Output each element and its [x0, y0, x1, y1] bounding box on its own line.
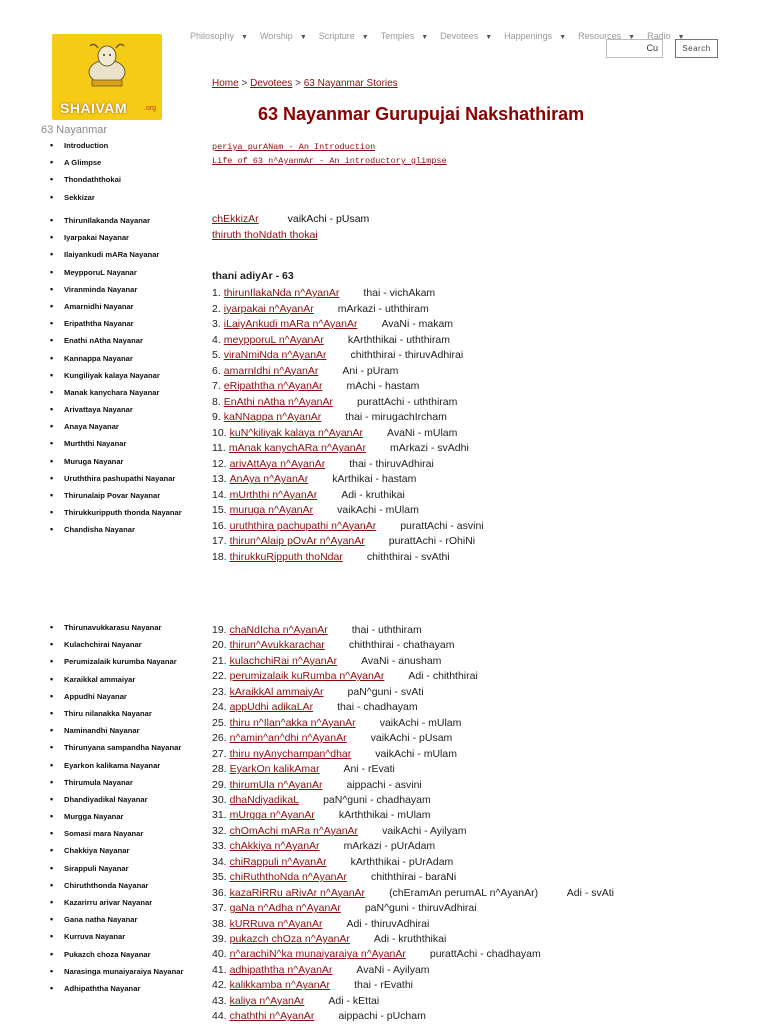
thani-adiyar-heading: thani adiyAr - 63 — [212, 270, 294, 282]
sidebar-item[interactable]: • MeypporuL Nayanar — [50, 268, 182, 277]
sidebar-item[interactable]: • Kannappa Nayanar — [50, 354, 182, 363]
nayanar-number: 21. — [212, 654, 227, 667]
nayanar-row — [212, 655, 441, 667]
nayanar-star: mArkazi - uththiram — [337, 302, 429, 315]
nayanar-number: 5. — [212, 349, 221, 361]
caret-down-icon: ▼ — [628, 34, 636, 41]
nayanar-row — [212, 701, 418, 713]
nayanar-number: 11. — [212, 442, 226, 454]
nav-item[interactable] — [381, 31, 434, 41]
nayanar-number: 17. — [212, 535, 227, 547]
intro-link-periya-puranam[interactable]: periya purANam - An Introduction — [212, 142, 376, 152]
nayanar-row — [212, 504, 419, 516]
sidebar-item[interactable]: • Eyarkon kalikama Nayanar — [50, 761, 183, 770]
sidebar-item[interactable]: • Sekkizar — [50, 193, 121, 202]
nayanar-star: paN^guni - chadhayam — [323, 793, 431, 806]
nayanar-number: 35. — [212, 871, 227, 884]
nayanar-row — [212, 318, 453, 330]
nayanar-number: 37. — [212, 902, 227, 915]
nayanar-star: aippachi - pUcham — [338, 1010, 426, 1023]
nayanar-link[interactable]: thirunIlakaNda n^AyanAr — [223, 287, 340, 299]
nayanar-star: mArkazi - pUrAdam — [343, 840, 436, 853]
nayanar-number: 19. — [212, 624, 227, 636]
nayanar-row — [212, 933, 446, 945]
nayanar-number: 14. — [212, 488, 227, 501]
nayanar-row — [212, 349, 463, 361]
nayanar-star: chiththirai - thiruvAdhirai — [350, 349, 464, 361]
nayanar-link[interactable]: iyarpakai n^AyanAr — [223, 302, 314, 315]
nayanar-row — [212, 442, 469, 454]
nayanar-link[interactable]: AnAya n^AyanAr — [229, 473, 309, 485]
nayanar-star: paN^guni - thiruvAdhirai — [364, 902, 477, 915]
nayanar-number: 10. — [212, 426, 227, 439]
nayanar-number: 4. — [212, 333, 221, 346]
caret-down-icon: ▼ — [421, 34, 429, 41]
nayanar-number: 18. — [212, 550, 227, 563]
nayanar-star: kArthikai - hastam — [332, 473, 417, 485]
nayanar-number: 25. — [212, 716, 227, 729]
nayanar-number: 23. — [212, 685, 227, 698]
nav-item-label: Worship — [259, 31, 293, 41]
nayanar-star: AvaNi - Ayilyam — [356, 963, 430, 976]
nav-item-label: Philosophy — [190, 31, 235, 41]
nayanar-link[interactable]: kURRuva n^AyanAr — [229, 917, 323, 930]
nayanar-star: kArththikai - uththiram — [347, 333, 450, 346]
nayanar-link[interactable]: chAkkiya n^AyanAr — [229, 840, 320, 853]
nayanar-number: 43. — [212, 994, 227, 1007]
nayanar-star: vaikAchi - mUlam — [379, 716, 462, 729]
sidebar-item[interactable]: • Kazarirru arivar Nayanar — [50, 898, 183, 907]
nayanar-link[interactable]: chaththi n^AyanAr — [229, 1010, 315, 1023]
nayanar-number: 8. — [212, 395, 221, 408]
nav-item[interactable] — [260, 31, 313, 41]
breadcrumb-stories[interactable]: 63 Nayanmar Stories — [303, 78, 398, 89]
sidebar-nayanar-list-2 — [50, 623, 183, 1001]
nayanar-row — [212, 794, 431, 806]
chekkizar-link[interactable]: chEkkizAr — [212, 213, 259, 225]
nayanar-row — [212, 809, 431, 821]
nayanar-star: purattAchi - uththiram — [357, 395, 458, 408]
nayanar-row — [212, 948, 541, 960]
nayanar-row — [212, 489, 405, 501]
nayanar-row — [212, 686, 424, 698]
nayanar-row — [212, 287, 435, 299]
nayanar-link[interactable]: kaliya n^AyanAr — [229, 994, 305, 1007]
nayanar-star: vaikAchi - mUlam — [375, 747, 457, 760]
sidebar-item[interactable]: • Ilaiyankudi mARa Nayanar — [50, 250, 182, 259]
sidebar-item[interactable]: • Amarnidhi Nayanar — [50, 302, 182, 311]
nayanar-link[interactable]: thiru nyAnychampan^dhar — [229, 747, 352, 760]
nayanar-row — [212, 979, 413, 991]
nayanar-link[interactable]: chOmAchi mARa n^AyanAr — [229, 824, 359, 837]
nayanar-star: Ani - pUram — [342, 364, 399, 377]
thondath-thokai-row — [212, 229, 318, 241]
nav-item-label: Happenings — [504, 31, 553, 41]
sidebar-item[interactable]: • Muruga Nayanar — [50, 457, 182, 466]
nayanar-star: Adi - kEttai — [328, 994, 380, 1007]
sidebar-item[interactable]: • Thirunalaip Povar Nayanar — [50, 491, 182, 500]
chekkizar-row — [212, 213, 369, 225]
nayanar-link[interactable]: kaNNappa n^AyanAr — [223, 411, 322, 423]
nayanar-number: 20. — [212, 639, 227, 652]
nayanar-row — [212, 825, 466, 837]
nayanar-star: mAchi - hastam — [346, 380, 420, 392]
nayanar-number: 40. — [212, 948, 227, 961]
sidebar-item[interactable]: • Anaya Nayanar — [50, 422, 182, 431]
nayanar-row — [212, 427, 457, 439]
sidebar-item[interactable]: • A Glimpse — [50, 158, 121, 167]
nayanar-link[interactable]: meypporuL n^AyanAr — [223, 333, 324, 346]
sidebar-item[interactable]: • Introduction — [50, 141, 121, 150]
nayanar-row — [212, 732, 452, 744]
sidebar-item[interactable]: • Narasinga munaiyaraiya Nayanar — [50, 967, 183, 976]
nav-item[interactable] — [440, 31, 498, 41]
nayanar-star: Adi - kruthikai — [341, 488, 405, 501]
nav-item-label: Resources — [578, 31, 622, 41]
nayanar-link[interactable]: chiRappuli n^AyanAr — [229, 855, 327, 868]
nayanar-row — [212, 779, 422, 791]
sidebar-item[interactable]: • Adhipaththa Nayanar — [50, 984, 183, 993]
breadcrumb-sep: > — [241, 78, 248, 89]
nayanar-link[interactable]: muruga n^AyanAr — [229, 504, 314, 516]
nayanar-number: 39. — [212, 933, 227, 945]
nayanar-link[interactable]: kulachchiRai n^AyanAr — [229, 654, 338, 667]
nayanar-link[interactable]: kAraikkAl ammaiyAr — [229, 685, 324, 698]
search-button[interactable]: Search — [675, 39, 718, 58]
nayanar-number: 33. — [212, 840, 227, 853]
nayanar-number: 15. — [212, 504, 227, 516]
nayanar-row — [212, 624, 422, 636]
nayanar-row — [212, 535, 475, 547]
nayanar-number: 34. — [212, 855, 227, 868]
nayanar-row — [212, 380, 419, 392]
nayanar-row — [212, 473, 416, 485]
nayanar-number: 36. — [212, 886, 227, 899]
nayanar-link[interactable]: EnAthi nAtha n^AyanAr — [223, 395, 333, 408]
sidebar-item[interactable]: • Gana natha Nayanar — [50, 915, 183, 924]
sidebar-item[interactable]: • Naminandhi Nayanar — [50, 726, 183, 735]
nayanar-star: vaikAchi - pUsam — [370, 732, 453, 745]
nayanar-row — [212, 1010, 426, 1022]
nayanar-link[interactable]: n^amin^an^dhi n^AyanAr — [229, 732, 347, 745]
nayanar-row — [212, 748, 457, 760]
nayanar-number: 28. — [212, 763, 227, 776]
nayanar-number: 42. — [212, 979, 227, 992]
nayanar-number: 6. — [212, 364, 221, 377]
nayanar-link[interactable]: dhaNdiyadikaL — [229, 793, 300, 806]
nayanar-star: Adi - thiruvAdhirai — [346, 917, 430, 930]
caret-down-icon: ▼ — [241, 34, 248, 41]
sidebar-item[interactable]: • Kungiliyak kalaya Nayanar — [50, 371, 182, 380]
sidebar-item[interactable]: • Eripaththa Nayanar — [50, 319, 182, 328]
nayanar-star: Adi - chiththirai — [408, 670, 478, 683]
nayanar-row — [212, 995, 379, 1007]
nayanar-row — [212, 856, 453, 868]
nayanar-row — [212, 520, 484, 532]
sidebar-item[interactable]: • Perumizalaik kurumba Nayanar — [50, 657, 183, 666]
logo-suffix: .org — [144, 105, 157, 112]
nayanar-star: chiththirai - chathayam — [348, 639, 455, 652]
nayanar-link[interactable]: amarnIdhi n^AyanAr — [223, 364, 319, 377]
nayanar-star: purattAchi - rOhiNi — [388, 535, 476, 547]
breadcrumb — [212, 78, 398, 89]
nayanar-number: 1. — [212, 287, 221, 299]
nayanar-number: 41. — [212, 963, 227, 976]
sidebar-item[interactable]: • Thirunavukkarasu Nayanar — [50, 623, 183, 632]
nayanar-star: thai - mirugachIrcham — [345, 411, 447, 423]
nayanar-star: (chEramAn perumAL n^AyanAr) Adi - svAti — [389, 886, 614, 899]
nayanar-star: vaikAchi - Ayilyam — [382, 824, 467, 837]
nayanar-link[interactable]: mUrththi n^AyanAr — [229, 488, 318, 501]
nayanar-star: AvaNi - makam — [381, 318, 454, 330]
nayanar-number: 31. — [212, 809, 227, 822]
site-logo[interactable] — [52, 34, 162, 120]
nayanar-star: purattAchi - asvini — [400, 519, 484, 532]
sidebar-intro-list — [50, 141, 121, 210]
breadcrumb-sep: > — [295, 78, 301, 89]
nayanar-star: kArththikai - mUlam — [338, 809, 431, 822]
nayanar-star: vaikAchi - mUlam — [337, 504, 419, 516]
nayanar-link[interactable]: appUdhi adikaLAr — [229, 701, 314, 714]
breadcrumb-devotees[interactable]: Devotees — [250, 78, 293, 89]
nayanar-star: aippachi - asvini — [346, 778, 422, 791]
nayanar-row — [212, 396, 457, 408]
sidebar-nayanar-list-1 — [50, 216, 182, 543]
nayanar-link[interactable]: chaNdIcha n^AyanAr — [229, 624, 328, 636]
nav-item-label: Temples — [380, 31, 415, 41]
nayanar-number: 44. — [212, 1010, 227, 1023]
nayanar-row — [212, 840, 435, 852]
nayanar-row — [212, 458, 434, 470]
nayanar-link[interactable]: thirumUla n^AyanAr — [229, 778, 323, 791]
nayanar-number: 27. — [212, 747, 227, 760]
nayanar-row — [212, 334, 450, 346]
nayanar-star: Ani - rEvati — [343, 763, 395, 776]
intro-link-life-of-63[interactable]: Life of 63 n^AyanmAr - An introductory glimpse — [212, 156, 447, 166]
nayanar-star: AvaNi - anusham — [361, 654, 442, 667]
nayanar-link[interactable]: viraNmiNda n^AyanAr — [223, 349, 327, 361]
nayanar-number: 9. — [212, 411, 221, 423]
caret-down-icon: ▼ — [485, 34, 493, 41]
nav-item[interactable] — [504, 31, 572, 41]
nayanar-link[interactable]: eRipaththa n^AyanAr — [223, 380, 323, 392]
nayanar-star: thai - vichAkam — [363, 287, 436, 299]
sidebar-item[interactable]: • Uruththira pashupathi Nayanar — [50, 474, 182, 483]
nayanar-link[interactable]: arivAttAya n^AyanAr — [229, 457, 326, 470]
nayanar-number: 30. — [212, 793, 227, 806]
nayanar-link[interactable]: n^arachiN^ka munaiyaraiya n^AyanAr — [229, 948, 406, 961]
nayanar-row — [212, 717, 461, 729]
nayanar-number: 26. — [212, 732, 227, 745]
sidebar-item[interactable]: • Dhandiyadikal Nayanar — [50, 795, 183, 804]
nayanar-row — [212, 902, 477, 914]
sidebar-item[interactable]: • Chandisha Nayanar — [50, 525, 182, 534]
sidebar-item[interactable]: • Appudhi Nayanar — [50, 692, 183, 701]
nayanar-star: thai - uththiram — [351, 624, 422, 636]
nav-item[interactable] — [319, 31, 375, 41]
nayanar-number: 38. — [212, 917, 227, 930]
nayanar-number: 2. — [212, 302, 221, 315]
nayanar-row — [212, 964, 430, 976]
nayanar-link[interactable]: thiru n^Ilan^akka n^AyanAr — [229, 716, 356, 729]
nayanar-star: kArththikai - pUrAdam — [350, 855, 454, 868]
sidebar-item[interactable]: • Thirunyana sampandha Nayanar — [50, 743, 183, 752]
nav-item-label: Scripture — [318, 31, 355, 41]
nayanar-number: 22. — [212, 670, 227, 683]
thondath-thokai-link[interactable]: thiruth thoNdath thokai — [212, 229, 318, 241]
nayanar-star: AvaNi - mUlam — [387, 426, 458, 439]
logo-text: SHAIVAM — [60, 100, 128, 116]
page-title: 63 Nayanmar Gurupujai Nakshathiram — [258, 104, 585, 124]
sidebar-item[interactable]: • Thirumula Nayanar — [50, 778, 183, 787]
sidebar-item[interactable]: • Thondaththokai — [50, 175, 121, 184]
nayanar-link[interactable]: kazaRiRRu aRivAr n^AyanAr — [229, 886, 366, 899]
nav-item[interactable] — [190, 31, 254, 41]
sidebar-item[interactable]: • Sirappuli Nayanar — [50, 864, 183, 873]
nayanar-star: chiththirai - baraNi — [371, 871, 457, 884]
nayanar-row — [212, 887, 614, 899]
nav-item-label: Devotees — [440, 31, 479, 41]
sidebar-item[interactable]: • Kulachchirai Nayanar — [50, 640, 183, 649]
breadcrumb-home[interactable]: Home — [212, 78, 239, 89]
nayanar-star: chiththirai - svAthi — [366, 550, 450, 563]
nayanar-link[interactable]: iLaiyAnkudi mARa n^AyanAr — [223, 318, 358, 330]
sidebar-item[interactable]: • Enathi nAtha Nayanar — [50, 336, 182, 345]
caret-down-icon: ▼ — [559, 34, 567, 41]
caret-down-icon: ▼ — [299, 34, 307, 41]
nayanar-link[interactable]: kuN^kiliyak kalaya n^AyanAr — [229, 426, 363, 439]
sidebar-item[interactable]: • Murththi Nayanar — [50, 439, 182, 448]
sidebar-item[interactable]: • Chakkiya Nayanar — [50, 846, 183, 855]
nayanar-link[interactable]: thirun^Avukkarachar — [229, 639, 325, 652]
nayanar-number: 12. — [212, 457, 227, 470]
search-input[interactable]: Cu — [606, 39, 663, 58]
nayanar-number: 24. — [212, 701, 227, 714]
nayanar-number: 3. — [212, 318, 221, 330]
chekkizar-star: vaikAchi - pUsam — [287, 213, 370, 225]
nayanar-row — [212, 411, 447, 423]
nayanar-link[interactable]: mAnak kanychARa n^AyanAr — [228, 442, 367, 454]
nayanar-link[interactable]: thirukkuRipputh thoNdar — [229, 550, 343, 563]
nayanar-star: purattAchi - chadhayam — [429, 948, 541, 961]
nayanar-link[interactable]: chiRuththoNda n^AyanAr — [229, 871, 347, 884]
nayanar-number: 7. — [212, 380, 221, 392]
nayanar-link[interactable]: mUrgga n^AyanAr — [229, 809, 315, 822]
nayanar-link[interactable]: uruththira pachupathi n^AyanAr — [229, 519, 377, 532]
nav-item-label: Radio — [647, 31, 671, 41]
caret-down-icon: ▼ — [677, 34, 685, 41]
nayanar-link[interactable]: adhipaththa n^AyanAr — [229, 963, 333, 976]
nayanar-row — [212, 871, 456, 883]
nayanar-row — [212, 639, 454, 651]
nayanar-star: thai - rEvathi — [354, 979, 414, 992]
sidebar-item[interactable]: • Somasi mara Nayanar — [50, 829, 183, 838]
sidebar-item[interactable]: • Pukazch choza Nayanar — [50, 950, 183, 959]
nayanar-row — [212, 365, 398, 377]
nayanar-number: 29. — [212, 778, 227, 791]
sidebar-item[interactable]: • Thiru nilanakka Nayanar — [50, 709, 183, 718]
caret-down-icon: ▼ — [361, 34, 369, 41]
nayanar-star: Adi - kruththikai — [373, 933, 447, 945]
sidebar-item[interactable]: • Arivattaya Nayanar — [50, 405, 182, 414]
nayanar-row — [212, 670, 478, 682]
nayanar-link[interactable]: thirun^Alaip pOvAr n^AyanAr — [229, 535, 365, 547]
nayanar-link[interactable]: kalikkamba n^AyanAr — [229, 979, 331, 992]
nayanar-star: thai - thiruvAdhirai — [349, 457, 434, 470]
sidebar-item[interactable]: • Chiruththonda Nayanar — [50, 881, 183, 890]
nayanar-number: 16. — [212, 519, 227, 532]
nayanar-number: 32. — [212, 824, 227, 837]
nayanar-row — [212, 551, 450, 563]
sidebar-item[interactable]: • Manak kanychara Nayanar — [50, 388, 182, 397]
nayanar-link[interactable]: pukazch chOza n^AyanAr — [229, 933, 350, 945]
nayanar-link[interactable]: EyarkOn kalikAmar — [229, 763, 320, 776]
sidebar-item[interactable]: • Iyarpakai Nayanar — [50, 233, 182, 242]
nayanar-star: mArkazi - svAdhi — [390, 442, 469, 454]
nayanar-row — [212, 918, 429, 930]
nayanar-star: thai - chadhayam — [337, 701, 418, 714]
sidebar-item[interactable]: • Viranminda Nayanar — [50, 285, 182, 294]
sidebar-item[interactable]: • Kurruva Nayanar — [50, 932, 183, 941]
sidebar-item[interactable]: • Thirukkuripputh thonda Nayanar — [50, 508, 182, 517]
sidebar-title: 63 Nayanmar — [41, 124, 108, 136]
sidebar-item[interactable]: • Karaikkal ammaiyar — [50, 675, 183, 684]
nayanar-star: paN^guni - svAti — [347, 685, 424, 698]
nandi-icon — [86, 42, 128, 88]
sidebar-item[interactable]: • ThirunIlakanda Nayanar — [50, 216, 182, 225]
nayanar-row — [212, 303, 429, 315]
nayanar-link[interactable]: gaNa n^Adha n^AyanAr — [229, 902, 341, 915]
nayanar-row — [212, 763, 395, 775]
sidebar-item[interactable]: • Murgga Nayanar — [50, 812, 183, 821]
nayanar-link[interactable]: perumizalaik kuRumba n^AyanAr — [229, 670, 385, 683]
nayanar-number: 13. — [212, 473, 227, 485]
